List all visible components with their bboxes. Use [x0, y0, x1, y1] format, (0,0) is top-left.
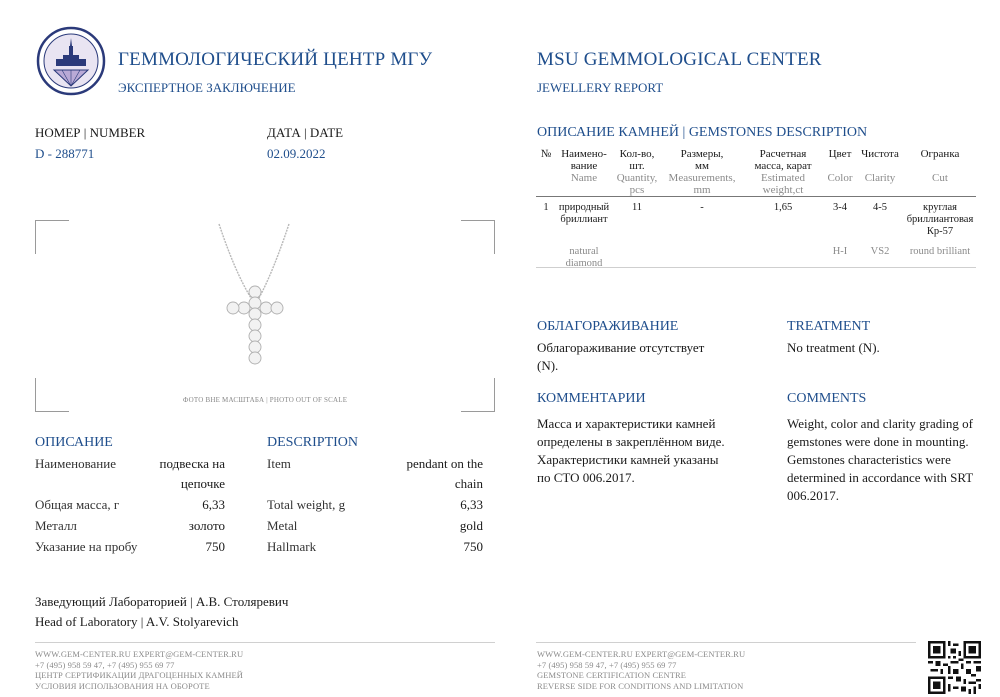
gem-clarity-ru: 4-5 — [873, 201, 887, 213]
gem-col-qty-en: Quantity, pcs — [616, 172, 658, 196]
gem-cut-ru: круглая бриллиантовая Кр-57 — [906, 201, 974, 237]
signature-en: Head of Laboratory | A.V. Stolyarevich — [35, 614, 239, 629]
footer-right — [537, 649, 745, 691]
gem-col-name-ru: Наимено- вание — [561, 148, 607, 172]
comments-text-en-2: gemstones were done in mounting. — [787, 434, 969, 449]
desc-en-weight-label: Total weight, g — [267, 497, 346, 512]
footer-right-line-1: WWW.GEM-CENTER.RU EXPERT@GEM-CENTER.RU — [537, 649, 746, 659]
signature-ru: Заведующий Лабораторией | А.В. Столяревич — [35, 594, 289, 609]
header-subtitle-en: JEWELLERY REPORT — [537, 80, 664, 95]
gem-col-name-en: Name — [570, 172, 598, 184]
treatment-text-ru-1: Облагораживание отсутствует — [537, 340, 705, 355]
treatment-heading-ru: ОБЛАГОРАЖИВАНИЕ — [537, 319, 679, 334]
comments-text-en-3: Gemstones characteristics were — [787, 452, 951, 467]
desc-en-metal-value: gold — [459, 518, 483, 533]
photo-caption: ФОТО ВНЕ МАСШТАБА | PHOTO OUT OF SCALE — [182, 396, 348, 404]
report-number-label: НОМЕР | NUMBER — [35, 125, 146, 140]
desc-en-item-value-2: chain — [454, 476, 483, 491]
gem-weight: 1,65 — [773, 201, 793, 213]
gem-col-meas-ru: Размеры, мм — [680, 148, 724, 172]
header-title-ru: ГЕММОЛОГИЧЕСКИЙ ЦЕНТР МГУ — [118, 49, 433, 70]
gem-col-cut-en: Cut — [932, 172, 948, 184]
desc-ru-hallmark-label: Указание на пробу — [35, 539, 138, 554]
gemstones-table — [536, 148, 976, 270]
comments-text-en-5: 006.2017. — [787, 488, 839, 503]
description-en-heading: DESCRIPTION — [267, 435, 359, 450]
footer-left-line-2: +7 (495) 958 59 47, +7 (495) 955 69 77 — [35, 659, 175, 670]
gem-measurements: - — [700, 201, 704, 213]
gem-col-color-en: Color — [827, 172, 853, 184]
gem-col-cut-ru: Огранка — [920, 148, 960, 160]
gem-no: 1 — [543, 201, 549, 213]
comments-heading-en: COMMENTS — [787, 391, 867, 406]
gem-row-ru — [536, 202, 976, 238]
desc-ru-weight-label: Общая масса, г — [35, 497, 120, 512]
desc-en-hallmark-value: 750 — [463, 539, 483, 554]
desc-ru-item-value-1: подвеска на — [159, 456, 225, 471]
comments-text-ru-2: определены в закреплённом виде. — [537, 434, 725, 449]
footer-left-line-1: WWW.GEM-CENTER.RU EXPERT@GEM-CENTER.RU — [35, 649, 244, 659]
gem-header-en-row — [536, 172, 976, 197]
gem-row-en — [536, 246, 976, 270]
comments-text-en-4: determined in accordance with SRT — [787, 470, 974, 485]
gem-col-weight-ru: Расчетная масса, карат — [754, 148, 812, 172]
desc-en-weight-value: 6,33 — [460, 497, 483, 512]
footer-left-rule — [35, 642, 495, 643]
comments-text-ru-1: Масса и характеристики камней — [537, 416, 716, 431]
comments-text-ru-4: по СТО 006.2017. — [537, 470, 635, 485]
gem-quantity: 11 — [631, 201, 643, 213]
comments-text-ru-3: Характеристики камней указаны — [537, 452, 719, 467]
gem-col-clarity-en: Clarity — [864, 172, 896, 184]
footer-left-line-3: ЦЕНТР СЕРТИФИКАЦИИ ДРАГОЦЕННЫХ КАМНЕЙ — [35, 670, 243, 680]
desc-ru-item-label: Наименование — [35, 456, 116, 471]
gem-col-clarity-ru: Чистота — [861, 148, 899, 160]
treatment-text-en: No treatment (N). — [787, 340, 880, 355]
report-date-label: ДАТА | DATE — [267, 125, 344, 140]
pendant-photo — [205, 222, 305, 367]
gem-cut-en: round brilliant — [909, 245, 971, 257]
header-subtitle-ru: ЭКСПЕРТНОЕ ЗАКЛЮЧЕНИЕ — [118, 80, 296, 95]
gem-col-weight-en: Estimated weight,ct — [761, 172, 805, 196]
gemstones-heading: ОПИСАНИЕ КАМНЕЙ | GEMSTONES DESCRIPTION — [537, 125, 868, 140]
gem-header-ru-row — [536, 148, 976, 172]
desc-en-item-label: Item — [267, 456, 291, 471]
desc-ru-metal-label: Металл — [35, 518, 77, 533]
gem-clarity-en: VS2 — [870, 245, 890, 257]
gem-col-qty-ru: Кол-во, шт. — [619, 148, 655, 172]
gem-color-en: H-I — [832, 245, 848, 257]
description-ru-heading: ОПИСАНИЕ — [35, 435, 113, 450]
report-date-value: 02.09.2022 — [267, 146, 326, 161]
gem-color-ru: 3-4 — [833, 201, 847, 213]
footer-right-line-2: +7 (495) 958 59 47, +7 (495) 955 69 77 — [537, 659, 677, 670]
gem-table-bottom-rule — [536, 267, 976, 268]
gem-col-color-ru: Цвет — [828, 148, 852, 160]
header-title-en: MSU GEMMOLOGICAL CENTER — [537, 49, 822, 70]
desc-en-metal-label: Metal — [267, 518, 298, 533]
desc-ru-hallmark-value: 750 — [205, 539, 225, 554]
gem-col-no: № — [540, 148, 552, 160]
qr-code-icon — [928, 641, 981, 694]
desc-en-item-value-1: pendant on the — [406, 456, 483, 471]
gem-col-no-en — [536, 172, 556, 197]
treatment-text-ru-2: (N). — [537, 358, 559, 373]
desc-ru-metal-value: золото — [188, 518, 225, 533]
desc-ru-weight-value: 6,33 — [202, 497, 225, 512]
gem-name-ru: природный бриллиант — [558, 201, 610, 225]
gem-name-en: natural diamond — [565, 245, 603, 269]
footer-left — [35, 649, 243, 691]
treatment-heading-en: TREATMENT — [787, 319, 871, 334]
footer-right-line-4: REVERSE SIDE FOR CONDITIONS AND LIMITATION — [537, 680, 744, 691]
report-number-value: D - 288771 — [35, 146, 95, 161]
footer-right-rule — [536, 642, 916, 643]
gem-col-meas-en: Measurements, mm — [668, 172, 736, 196]
footer-left-line-4: УСЛОВИЯ ИСПОЛЬЗОВАНИЯ НА ОБОРОТЕ — [35, 680, 210, 691]
msu-logo-icon — [36, 26, 106, 96]
comments-text-en-1: Weight, color and clarity grading of — [787, 416, 973, 431]
desc-en-hallmark-label: Hallmark — [267, 539, 317, 554]
footer-right-line-3: GEMSTONE CERTIFICATION CENTRE — [537, 670, 687, 680]
desc-ru-item-value-2: цепочке — [180, 476, 225, 491]
comments-heading-ru: КОММЕНТАРИИ — [537, 391, 646, 406]
